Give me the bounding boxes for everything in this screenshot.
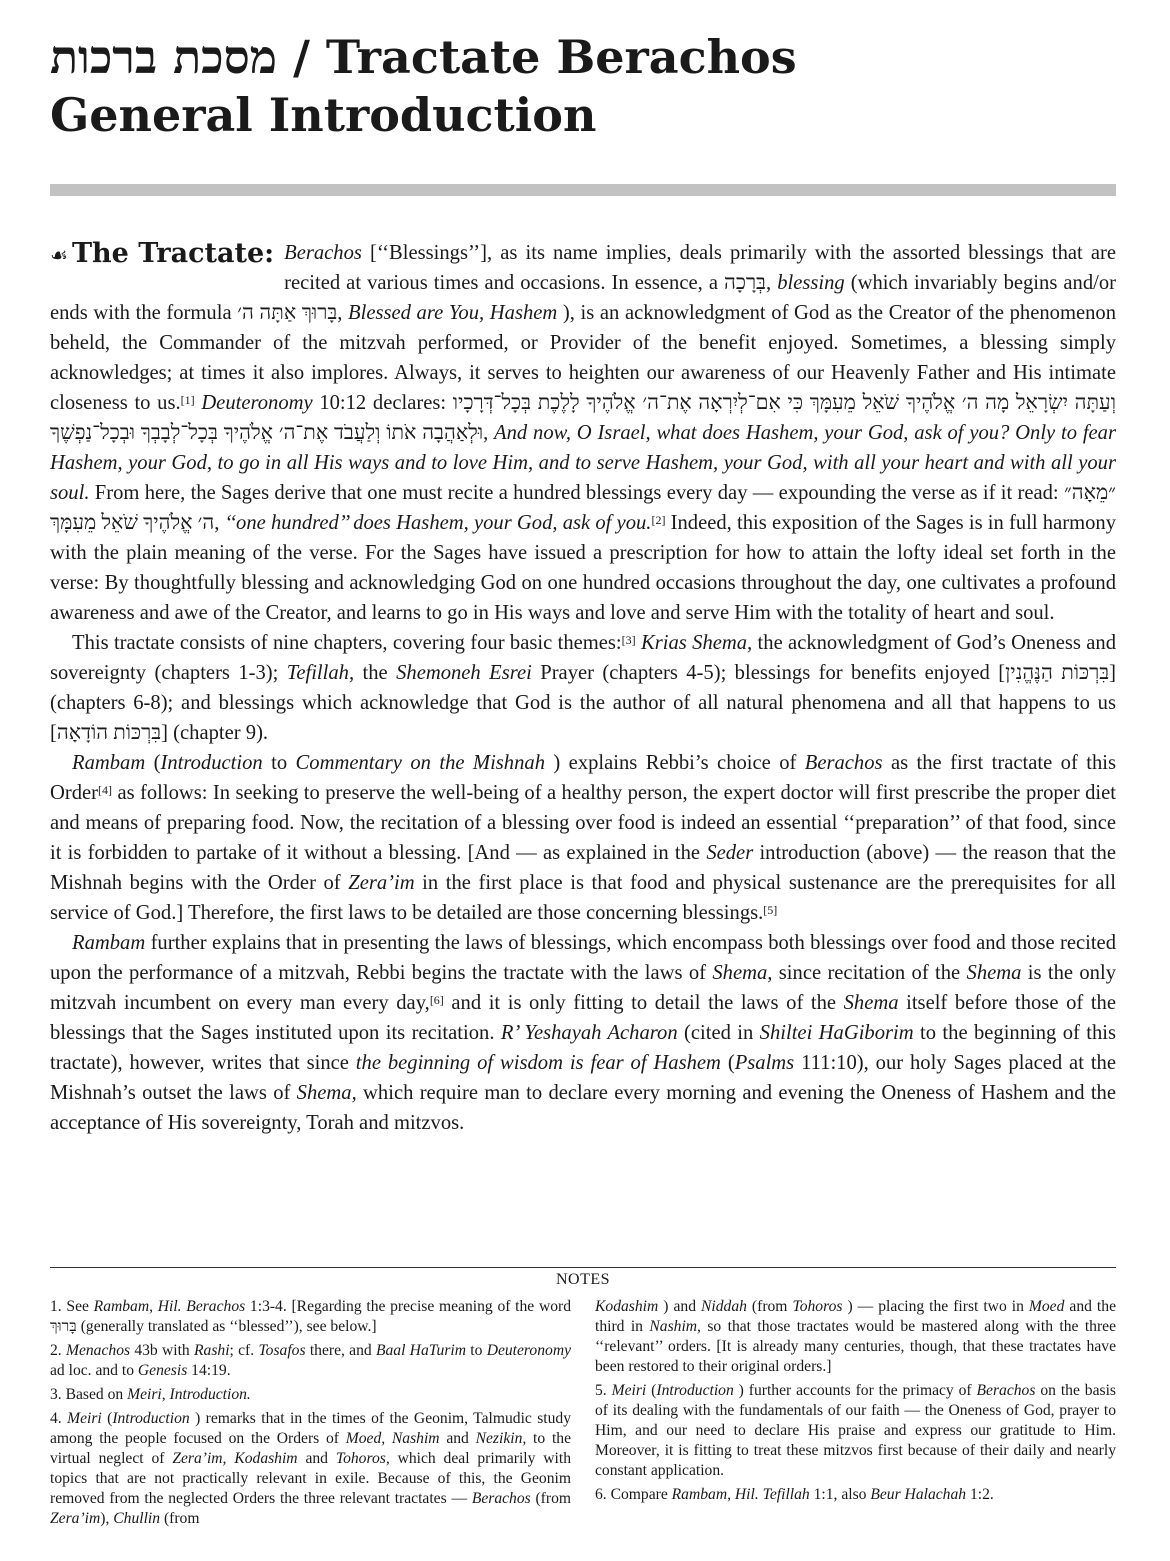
italic-text: Moed (1028, 1298, 1065, 1315)
text-run: and the third in (595, 1298, 1116, 1335)
text-run: in the first place is that food and physical sustenance are the prerequisites for all service of God.] Therefore, the first laws to be detailed are those concerning blessings. (50, 872, 1116, 924)
text-run: and (439, 1430, 476, 1447)
italic-text: Shema, (296, 1082, 357, 1104)
footnote (595, 1381, 1116, 1481)
text-run: ) remarks that in the times of the Geonim, Talmudic study among the people focused on the Orders of (50, 1410, 572, 1447)
text-run: 10:12 declares: (312, 392, 453, 414)
text-run: (from (746, 1298, 793, 1315)
text-run: ) further accounts for the primacy of (733, 1382, 977, 1399)
text-run: introduction (above) — the reason that the Mishnah begins with the Order of (50, 842, 1116, 894)
text-run: [‘‘Blessings’’], as its name implies, deals primarily with the assorted blessings that are recited at various times and occasions. In essence, a (284, 242, 1116, 294)
italic-text: Meiri (611, 1382, 647, 1399)
text-run: so that those tractates would be mastered along with the three ‘‘relevant’’ orders. [It is already many centuries, though, that these tractates have been restored to their original orders.] (595, 1318, 1116, 1375)
italic-text: Chullin (113, 1510, 161, 1527)
text-run: ), is an acknowledgment of God as the Creator of the phenomenon beheld, the Commander of the mitzvah performed, or Provider of the benefit enjoyed. Sometimes, a blessing simply acknowledges; at times it also implores. Always, it serves to heighten our awareness of our Heavenly Father and His intimate closeness to us. (50, 302, 1117, 414)
title-divider (50, 184, 1116, 196)
hebrew-text: בִּרְכּוֹת הַנֶּהֱנִין (1005, 662, 1110, 684)
italic-text: Zera’im (348, 872, 415, 894)
italic-text: Zera’im (50, 1510, 101, 1527)
italic-text: Tosafos (258, 1342, 306, 1359)
text-run: since recitation of the (772, 962, 967, 984)
footnote (50, 1341, 571, 1381)
text-run: ; cf. (229, 1342, 259, 1359)
italic-text: Berachos (976, 1382, 1036, 1399)
italic-text: Psalms (734, 1052, 795, 1074)
italic-text: Seder (706, 842, 754, 864)
italic-text: Berachos (284, 242, 362, 264)
text-run: and it is only fitting to detail the laws of the (443, 992, 844, 1014)
italic-text: Berachos (804, 752, 883, 774)
italic-text: Rambam, Hil. Berachos (93, 1298, 246, 1315)
section-heading-label: The Tractate: (71, 238, 275, 269)
text-run: , (483, 422, 495, 444)
footnote-ref: [2] (651, 513, 666, 527)
text-run: ( (101, 1410, 113, 1427)
italic-text: Rambam, Hil. Tefillah (671, 1486, 810, 1503)
italic-text: the beginning of wisdom is fear of Hashem (355, 1052, 721, 1074)
italic-text: Tohoros (792, 1298, 843, 1315)
italic-text: Blessed are You, Hashem (348, 302, 558, 324)
footnote (50, 1385, 571, 1405)
italic-text: R’ Yeshayah Acharon (500, 1022, 678, 1044)
title-line-1: מסכת ברכות / Tractate Berachos (50, 30, 797, 84)
text-run: to (262, 752, 296, 774)
text-run: to the virtual neglect of (50, 1430, 572, 1467)
italic-text: Nezikin, (475, 1430, 527, 1447)
hebrew-text: בָּרוּךְ אַתָּה ה׳ (237, 302, 338, 324)
italic-text: Shiltei HaGiborim (759, 1022, 914, 1044)
footnote-ref: [1] (180, 393, 195, 407)
text-run: Prayer (chapters 4-5); blessings for benefits enjoyed [ (531, 662, 1006, 684)
footnote-ref: [5] (763, 903, 778, 917)
paragraph (50, 748, 1116, 928)
text-run: ) explains Rebbi’s choice of (545, 752, 805, 774)
text-run: 14:19. (187, 1362, 231, 1379)
text-run: , (765, 272, 778, 294)
text-run: ), (100, 1510, 114, 1527)
italic-text: Kodashim (595, 1298, 659, 1315)
text-run: further explains that in presenting the laws of blessings, which encompass both blessings over food and those recited upon the performance of a mitzvah, Rebbi begins the tractate with the laws of (50, 932, 1116, 984)
text-run: 3. Based on (50, 1386, 128, 1403)
text-run: itself before those of the blessings that the Sages instituted upon its recitation. (50, 992, 1116, 1044)
text-run: 1:1, also (809, 1486, 871, 1503)
text-run: ] (chapter 9). (161, 722, 269, 744)
text-run: (from (530, 1490, 571, 1507)
text-run: the (354, 662, 397, 684)
section-heading (50, 238, 274, 298)
text-run: ) — placing the first two in (842, 1298, 1029, 1315)
italic-text: Deuteronomy (201, 392, 313, 414)
hebrew-text: וְעַתָּה יִשְׂרָאֵל מָה ה׳ אֱלֹהֶיךָ שֹׁאֵל מֵעִמָּךְ כִּי אִם־לְיִרְאָה אֶת־ה׳ אֱלֹהֶיךָ לָלֶכֶת בְּכָל־דְּרָכָיו וּלְאַהֲבָה אֹתוֹ וְלַעֲבֹד אֶת־ה׳ אֱלֹהֶיךָ בְּכָל־לְבָבְךָ וּבְכָל־נַפְשֶׁךָ (50, 392, 1116, 444)
italic-text: Menachos (65, 1342, 131, 1359)
text-run: which require man to declare every morning and evening the Oneness of Hashem and the acceptance of His sovereignty, Torah and mitzvos. (50, 1082, 1116, 1134)
text-run: ] (chapters 6-8); and blessings which acknowledge that God is the author of all natural phenomena and all that happens to us [ (50, 662, 1116, 744)
ornament-icon: ☙ (50, 243, 68, 267)
text-run: to (466, 1342, 487, 1359)
italic-text: Meiri (67, 1410, 102, 1427)
notes-column-left (50, 1297, 571, 1533)
footnote-ref: [6] (429, 993, 444, 1007)
text-run: ( (145, 752, 161, 774)
title-line-2: General Introduction (50, 88, 597, 142)
footnote (595, 1485, 1116, 1505)
text-run: 43b with (130, 1342, 194, 1359)
text-run: 2. (50, 1342, 66, 1359)
text-run: , (337, 302, 349, 324)
italic-text: Shema (966, 962, 1022, 984)
italic-text: ‘‘one hundred’’ does Hashem, your God, ask of you. (224, 512, 652, 534)
text-run: as the first tractate of this Order (50, 752, 1116, 804)
italic-text: Genesis (137, 1362, 188, 1379)
text-run: 4. (50, 1410, 68, 1427)
text-run: Indeed, this exposition of the Sages is in full harmony with the plain meaning of the verse. For the Sages have issued a prescription for how to attain the lofty ideal set forth in the verse: By thoughtfully blessing and acknowledging God on one hundred occasions throughout the day, one cultivates a profound awareness and awe of the Creator, and learns to go in His ways and love and serve Him with the totality of heart and soul. (50, 512, 1117, 624)
text-run: to the beginning of this tractate), however, writes that since (50, 1022, 1117, 1074)
italic-text: Rambam (72, 752, 146, 774)
footnote (595, 1297, 1116, 1377)
italic-text: Baal HaTurim (375, 1342, 467, 1359)
italic-text: Introduction (112, 1410, 190, 1427)
italic-text: Commentary on the Mishnah (295, 752, 545, 774)
text-run: is the only mitzvah incumbent on every man every day, (50, 962, 1116, 1014)
italic-text: Tohoros, (335, 1450, 390, 1467)
italic-text: Krias Shema, (641, 632, 753, 654)
text-run: ( (646, 1382, 657, 1399)
text-run: 1:2. (966, 1486, 994, 1503)
italic-text: Moed, Nashim (345, 1430, 440, 1447)
text-run: as follows: In seeking to preserve the well-being of a healthy person, the expert doctor will first prescribe the proper diet and means of preparing food. Now, the recitation of a blessing over food is indeed an essential ‘‘preparation’’ of that food, since it is forbidden to partake of it without a blessing. [And — as explained in the (50, 782, 1116, 864)
italic-text: Niddah (701, 1298, 747, 1315)
text-run: ad loc. and to (50, 1362, 138, 1379)
notes-heading: NOTES (555, 1271, 611, 1288)
italic-text: Berachos (471, 1490, 531, 1507)
text-run: ) and (658, 1298, 701, 1315)
italic-text: blessing (777, 272, 845, 294)
text-run: 1:3-4. [Regarding the precise meaning of the word (245, 1298, 571, 1315)
hebrew-text: בְּרָכָה (724, 272, 766, 294)
text-run: (which invariably begins and/or ends with the formula (50, 272, 1117, 324)
text-run: and (297, 1450, 336, 1467)
hebrew-text: ״מֵאָה״ ה׳ אֱלֹהֶיךָ שֹׁאֵל מֵעִמָּךְ (50, 482, 1116, 534)
main-text (50, 238, 1116, 1138)
italic-text: And now, O Israel, what does Hashem, your God, ask of you? Only to fear Hashem, your God, to go in all His ways and to love Him, and to serve Hashem, your God, with all your heart and with all your soul. (50, 422, 1116, 504)
italic-text: Nashim, (649, 1318, 701, 1335)
italic-text: Zera’im, Kodashim (172, 1450, 298, 1467)
italic-text: Meiri, Introduction. (127, 1386, 251, 1403)
text-run: on the basis of its dealing with the fundamentals of our faith — the Oneness of God, prayer to Him, and our need to declare His praise and express our gratitude to Him. Moreover, it is fitting to treat these mitzvos first because of their daily and nearly constant application. (595, 1382, 1116, 1479)
italic-text: Tefillah, (286, 662, 355, 684)
italic-text: Rashi (194, 1342, 230, 1359)
footnote-ref: [3] (621, 633, 636, 647)
italic-text: Introduction (656, 1382, 734, 1399)
text-run: 6. Compare (595, 1486, 672, 1503)
text-run: From here, the Sages derive that one must recite a hundred blessings every day — expounding the verse as if it read: (89, 482, 1064, 504)
text-run: (from (160, 1510, 200, 1527)
text-run: there, and (305, 1342, 376, 1359)
text-run: which deal primarily with topics that are not practically relevant in exile. Because of this, the Geonim removed from the neglected Orders the three relevant tractates — (50, 1450, 571, 1507)
paragraph (50, 928, 1116, 1138)
notes-divider (50, 1267, 1116, 1268)
footnote (50, 1409, 571, 1529)
notes-column-right (595, 1297, 1116, 1509)
footnote-ref: [4] (98, 783, 113, 797)
italic-text: Shema, (712, 962, 773, 984)
hebrew-text: בִּרְכּוֹת הוֹדָאָה (56, 722, 162, 744)
text-run: the acknowledgment of God’s Oneness and sovereignty (chapters 1-3); (50, 632, 1116, 684)
text-run: 1. See (50, 1298, 94, 1315)
italic-text: Shemoneh Esrei (396, 662, 532, 684)
text-run: , (214, 512, 225, 534)
text-run: 5. (595, 1382, 612, 1399)
italic-text: Deuteronomy (486, 1342, 571, 1359)
footnote (50, 1297, 571, 1337)
text-run: (cited in (677, 1022, 760, 1044)
text-run: ( (720, 1052, 735, 1074)
italic-text: Introduction (160, 752, 263, 774)
italic-text: Rambam (72, 932, 146, 954)
italic-text: Shema (843, 992, 899, 1014)
hebrew-text: בָּרוּךְ (50, 1318, 77, 1335)
italic-text: Beur Halachah (870, 1486, 967, 1503)
page-title (50, 28, 1120, 144)
text-run: (generally translated as ‘‘blessed’’), see below.] (76, 1318, 377, 1335)
text-run: This tractate consists of nine chapters, covering four basic themes: (72, 632, 622, 654)
text-run: 111:10), our holy Sages placed at the Mishnah’s outset the laws of (50, 1052, 1116, 1104)
paragraph (50, 628, 1116, 748)
